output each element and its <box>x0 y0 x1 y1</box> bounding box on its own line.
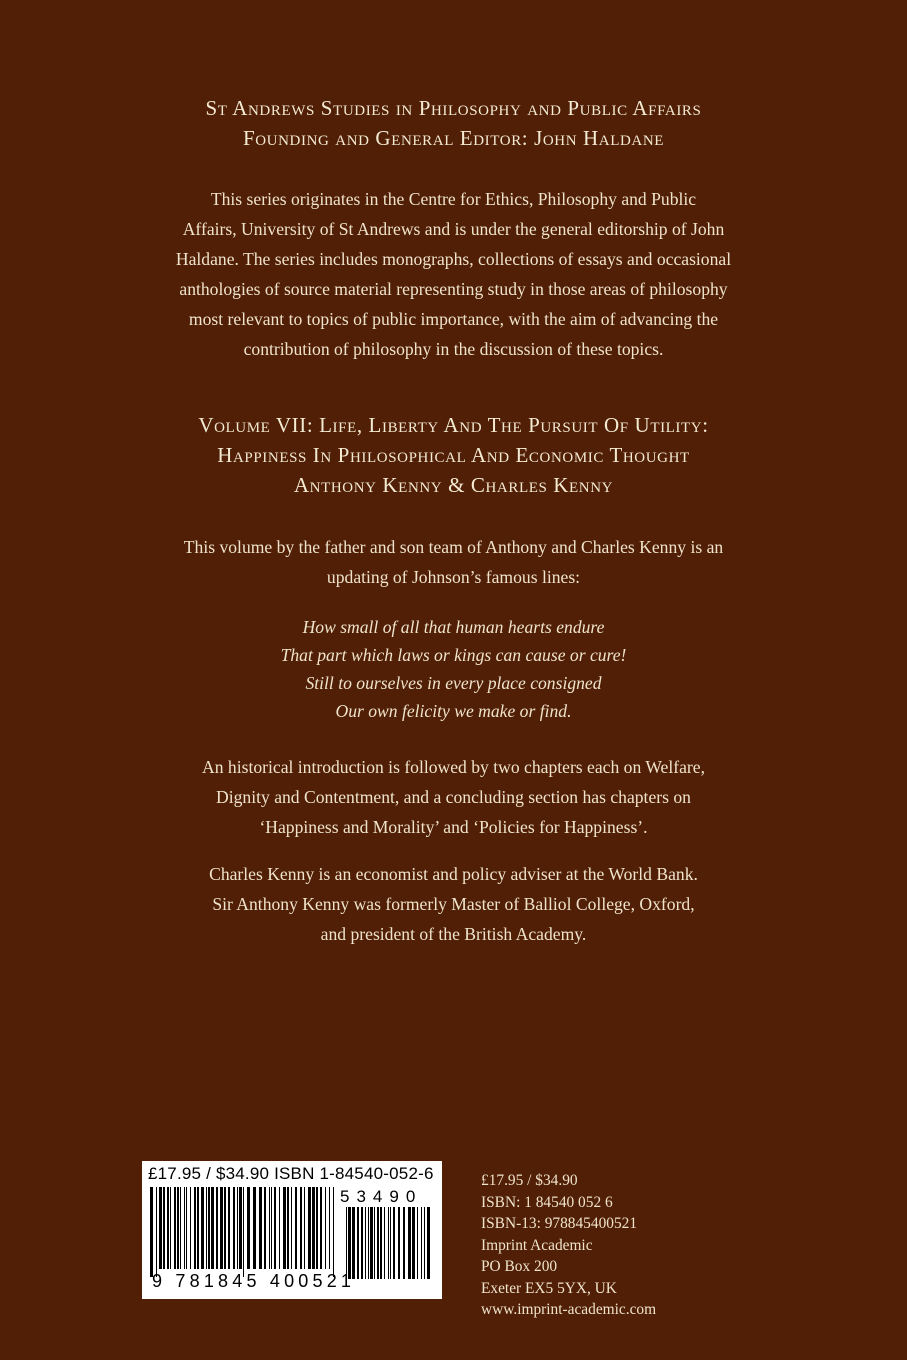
barcode-bar <box>325 1187 326 1269</box>
barcode-bar <box>352 1207 355 1279</box>
barcode-bar <box>239 1187 242 1269</box>
barcode-bar <box>329 1187 330 1269</box>
barcode-bar <box>174 1187 176 1269</box>
johnson-poem <box>90 613 817 725</box>
poem-line: Still to ourselves in every place consigned <box>305 673 602 693</box>
barcode-bar <box>361 1207 363 1279</box>
poem-line: That part which laws or kings can cause or cure! <box>280 645 627 665</box>
isbn-13: ISBN-13: 978845400521 <box>481 1215 638 1232</box>
volume-intro <box>90 532 817 592</box>
poem-line: Our own felicity we make or find. <box>335 701 572 721</box>
barcode-bar <box>237 1187 238 1269</box>
barcode-bar <box>308 1187 311 1269</box>
barcode-bar <box>368 1207 369 1279</box>
barcode-bar <box>380 1207 382 1279</box>
barcode-bar <box>424 1207 425 1279</box>
publisher-website: www.imprint-academic.com <box>481 1301 657 1318</box>
barcode-bar <box>264 1187 266 1269</box>
barcode-bar <box>388 1207 389 1279</box>
barcode-bar <box>186 1187 187 1269</box>
barcode-bar <box>291 1187 292 1269</box>
barcode-bar <box>243 1187 244 1277</box>
barcode-bar <box>408 1207 411 1279</box>
overview-line: Dignity and Contentment, and a concluding section has chapters on <box>216 787 691 807</box>
barcode-bar <box>163 1187 165 1269</box>
barcode-bar <box>220 1187 223 1269</box>
barcode-bar <box>403 1207 405 1279</box>
barcode-bar <box>365 1207 366 1279</box>
barcode-bar <box>194 1187 196 1269</box>
authors-bio <box>90 859 817 949</box>
overview-line: An historical introduction is followed by two chapters each on Welfare, <box>202 757 705 777</box>
barcode-bar <box>393 1207 395 1279</box>
barcode-bar <box>320 1187 322 1269</box>
barcode-bar <box>247 1187 250 1269</box>
barcode-bar <box>150 1187 153 1277</box>
poem-line: How small of all that human hearts endure <box>302 617 605 637</box>
bio-line: Charles Kenny is an economist and policy adviser at the World Bank. <box>209 864 698 884</box>
barcode-bar <box>333 1187 334 1277</box>
volume-overview <box>90 752 817 842</box>
barcode-bar <box>304 1187 305 1269</box>
barcode-bar <box>271 1187 272 1269</box>
barcode-bar <box>159 1187 162 1269</box>
barcode-bar <box>170 1187 171 1269</box>
barcode-bar <box>274 1187 276 1269</box>
series-title: St Andrews Studies in Philosophy and Public Affairs <box>205 96 702 120</box>
barcode-bar <box>233 1187 235 1269</box>
barcode-bar <box>208 1187 210 1269</box>
barcode-bar <box>184 1187 185 1269</box>
barcode-bar <box>279 1187 280 1269</box>
series-description-line: This series originates in the Centre for Ethics, Philosophy and Public <box>210 189 697 209</box>
barcode-bar <box>377 1207 379 1279</box>
overview-line: ‘Happiness and Morality’ and ‘Policies for Happiness’. <box>259 817 648 837</box>
barcode-ean-digits: 9 781845 400521 <box>152 1271 356 1291</box>
barcode-bar <box>357 1207 359 1279</box>
barcode-bar <box>206 1187 207 1269</box>
barcode-bar <box>412 1207 415 1279</box>
volume-subtitle: Happiness In Philosophical And Economic Thought <box>217 443 690 467</box>
volume-intro-line: updating of Johnson’s famous lines: <box>326 567 581 587</box>
barcode-bar <box>398 1207 400 1279</box>
publisher-city: Exeter EX5 5YX, UK <box>481 1279 617 1297</box>
barcode-bar <box>283 1187 286 1269</box>
publisher-po-box: PO Box 200 <box>481 1258 558 1275</box>
barcode-bar <box>253 1187 256 1269</box>
bio-line: Sir Anthony Kenny was formerly Master of Balliol College, Oxford, <box>212 894 695 914</box>
barcode <box>142 1161 442 1299</box>
barcode-bar <box>190 1187 191 1269</box>
barcode-bar <box>211 1187 214 1269</box>
barcode-bar <box>312 1187 315 1269</box>
bio-line: and president of the British Academy. <box>320 924 587 944</box>
barcode-bar <box>417 1207 418 1279</box>
barcode-bar <box>224 1187 226 1269</box>
barcode-bar <box>427 1207 430 1279</box>
barcode-bar <box>228 1187 230 1269</box>
barcode-bar <box>167 1187 169 1269</box>
series-description-line: contribution of philosophy in the discussion of these topics. <box>243 339 664 359</box>
series-description-line: anthologies of source material representing study in those areas of philosophy <box>179 279 728 299</box>
barcode-bar <box>384 1207 385 1279</box>
barcode-bar <box>295 1187 297 1269</box>
volume-heading <box>60 410 847 500</box>
barcode-bar <box>269 1187 270 1269</box>
barcode-bar <box>374 1207 375 1279</box>
barcode-bar <box>259 1187 262 1269</box>
barcode-bar <box>421 1207 422 1279</box>
volume-title: Volume VII: Life, Liberty And The Pursuit Of Utility: <box>198 413 709 437</box>
volume-intro-line: This volume by the father and son team of Anthony and Charles Kenny is an <box>183 537 724 557</box>
barcode-bar <box>370 1207 373 1279</box>
barcode-addon-digits: 53490 <box>340 1187 423 1206</box>
barcode-bar <box>348 1207 351 1279</box>
barcode-bar <box>201 1187 204 1269</box>
publisher-info <box>481 1170 741 1321</box>
barcode-bar <box>177 1187 179 1269</box>
publisher-name: Imprint Academic <box>481 1236 593 1254</box>
barcode-bar <box>197 1187 199 1269</box>
price: £17.95 / $34.90 <box>481 1172 578 1189</box>
volume-authors: Anthony Kenny & Charles Kenny <box>293 473 614 497</box>
series-description-line: Haldane. The series includes monographs, collections of essays and occasional <box>175 249 732 269</box>
barcode-price-isbn: £17.95 / $34.90 ISBN 1-84540-052-6 <box>148 1164 434 1183</box>
series-description-line: Affairs, University of St Andrews and is under the general editorship of John <box>182 219 725 239</box>
barcode-bar <box>156 1187 157 1277</box>
series-heading <box>60 93 847 153</box>
barcode-bar <box>300 1187 302 1269</box>
series-description-line: most relevant to topics of public importance, with the aim of advancing the <box>188 309 719 329</box>
barcode-bar <box>346 1207 347 1279</box>
series-description <box>110 184 797 364</box>
isbn-10: ISBN: 1 84540 052 6 <box>481 1193 613 1211</box>
barcode-bar <box>216 1187 218 1269</box>
barcode-bar <box>287 1187 289 1269</box>
barcode-bar <box>390 1207 391 1279</box>
series-editor: Founding and General Editor: John Haldane <box>242 126 665 150</box>
barcode-bar <box>180 1187 181 1269</box>
barcode-bar <box>316 1187 318 1269</box>
